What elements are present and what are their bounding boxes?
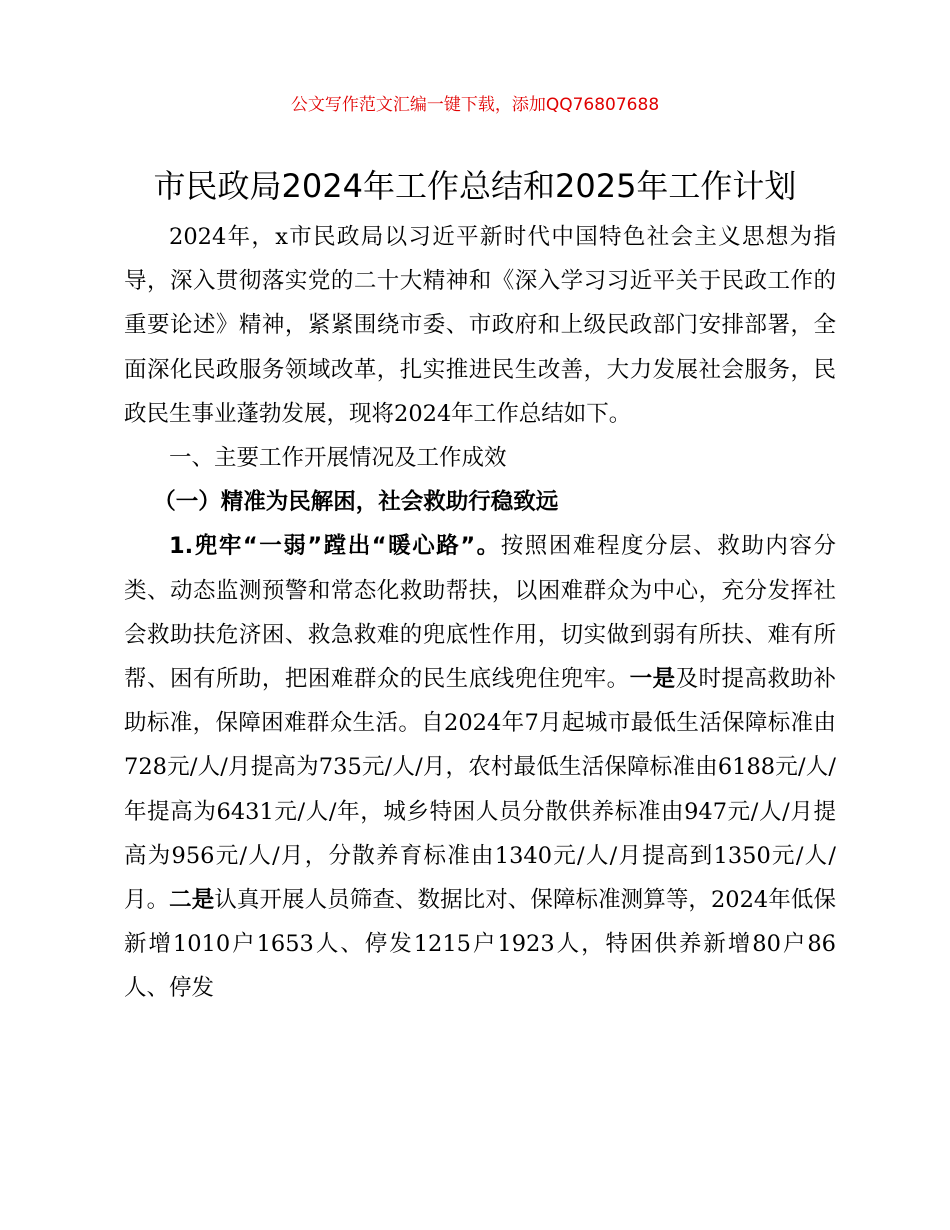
point-label-2: 二是 (169, 887, 215, 914)
item-paragraph (124, 524, 836, 1010)
item-text: 按照困难程度分层、救助内容分类、动态监测预警和常态化救助帮扶，以困难群众为中心，充分发挥社会救助扶危济困、救急救难的兜底性作用，切实做到弱有所扶、难有所帮、困有所助，把困难群众的民生底线兜住兜牢。 (124, 533, 836, 693)
point-text-2: 认真开展人员筛查、数据比对、保障标准测算等，2024年低保新增1010户1653人、停发1215户1923人，特困供养新增80户86人、停发 (124, 887, 836, 1002)
point-label-1: 一是 (629, 666, 676, 693)
document-body (124, 215, 836, 1011)
point-text-1: 及时提高救助补助标准，保障困难群众生活。自2024年7月起城市最低生活保障标准由728元/人/月提高为735元/人/月，农村最低生活保障标准由6188元/人/年提高为6431元/人/年，城乡特困人员分散供养标准由947元/人/月提高为956元/人/月，分散养育标准由1340元/人/月提高到1350元/人/月。 (124, 666, 836, 914)
download-banner: 公文写作范文汇编一键下载，添加QQ76807688 (290, 95, 660, 115)
subsection-heading: （一）精准为民解困，社会救助行稳致远 (153, 489, 559, 516)
intro-paragraph: 2024年，x市民政局以习近平新时代中国特色社会主义思想为指导，深入贯彻落实党的二十大精神和《深入学习习近平关于民政工作的重要论述》精神，紧紧围绕市委、市政府和上级民政部门安排部署，全面深化民政服务领域改革，扎实推进民生改善，大力发展社会服务，民政民生事业蓬勃发展，现将2024年工作总结如下。 (124, 224, 836, 427)
document-title: 市民政局2024年工作总结和2025年工作计划 (153, 167, 797, 205)
section-heading: 一、主要工作开展情况及工作成效 (169, 445, 507, 472)
item-lead: 1.兜牢“一弱”蹚出“暖心路”。 (169, 533, 501, 560)
